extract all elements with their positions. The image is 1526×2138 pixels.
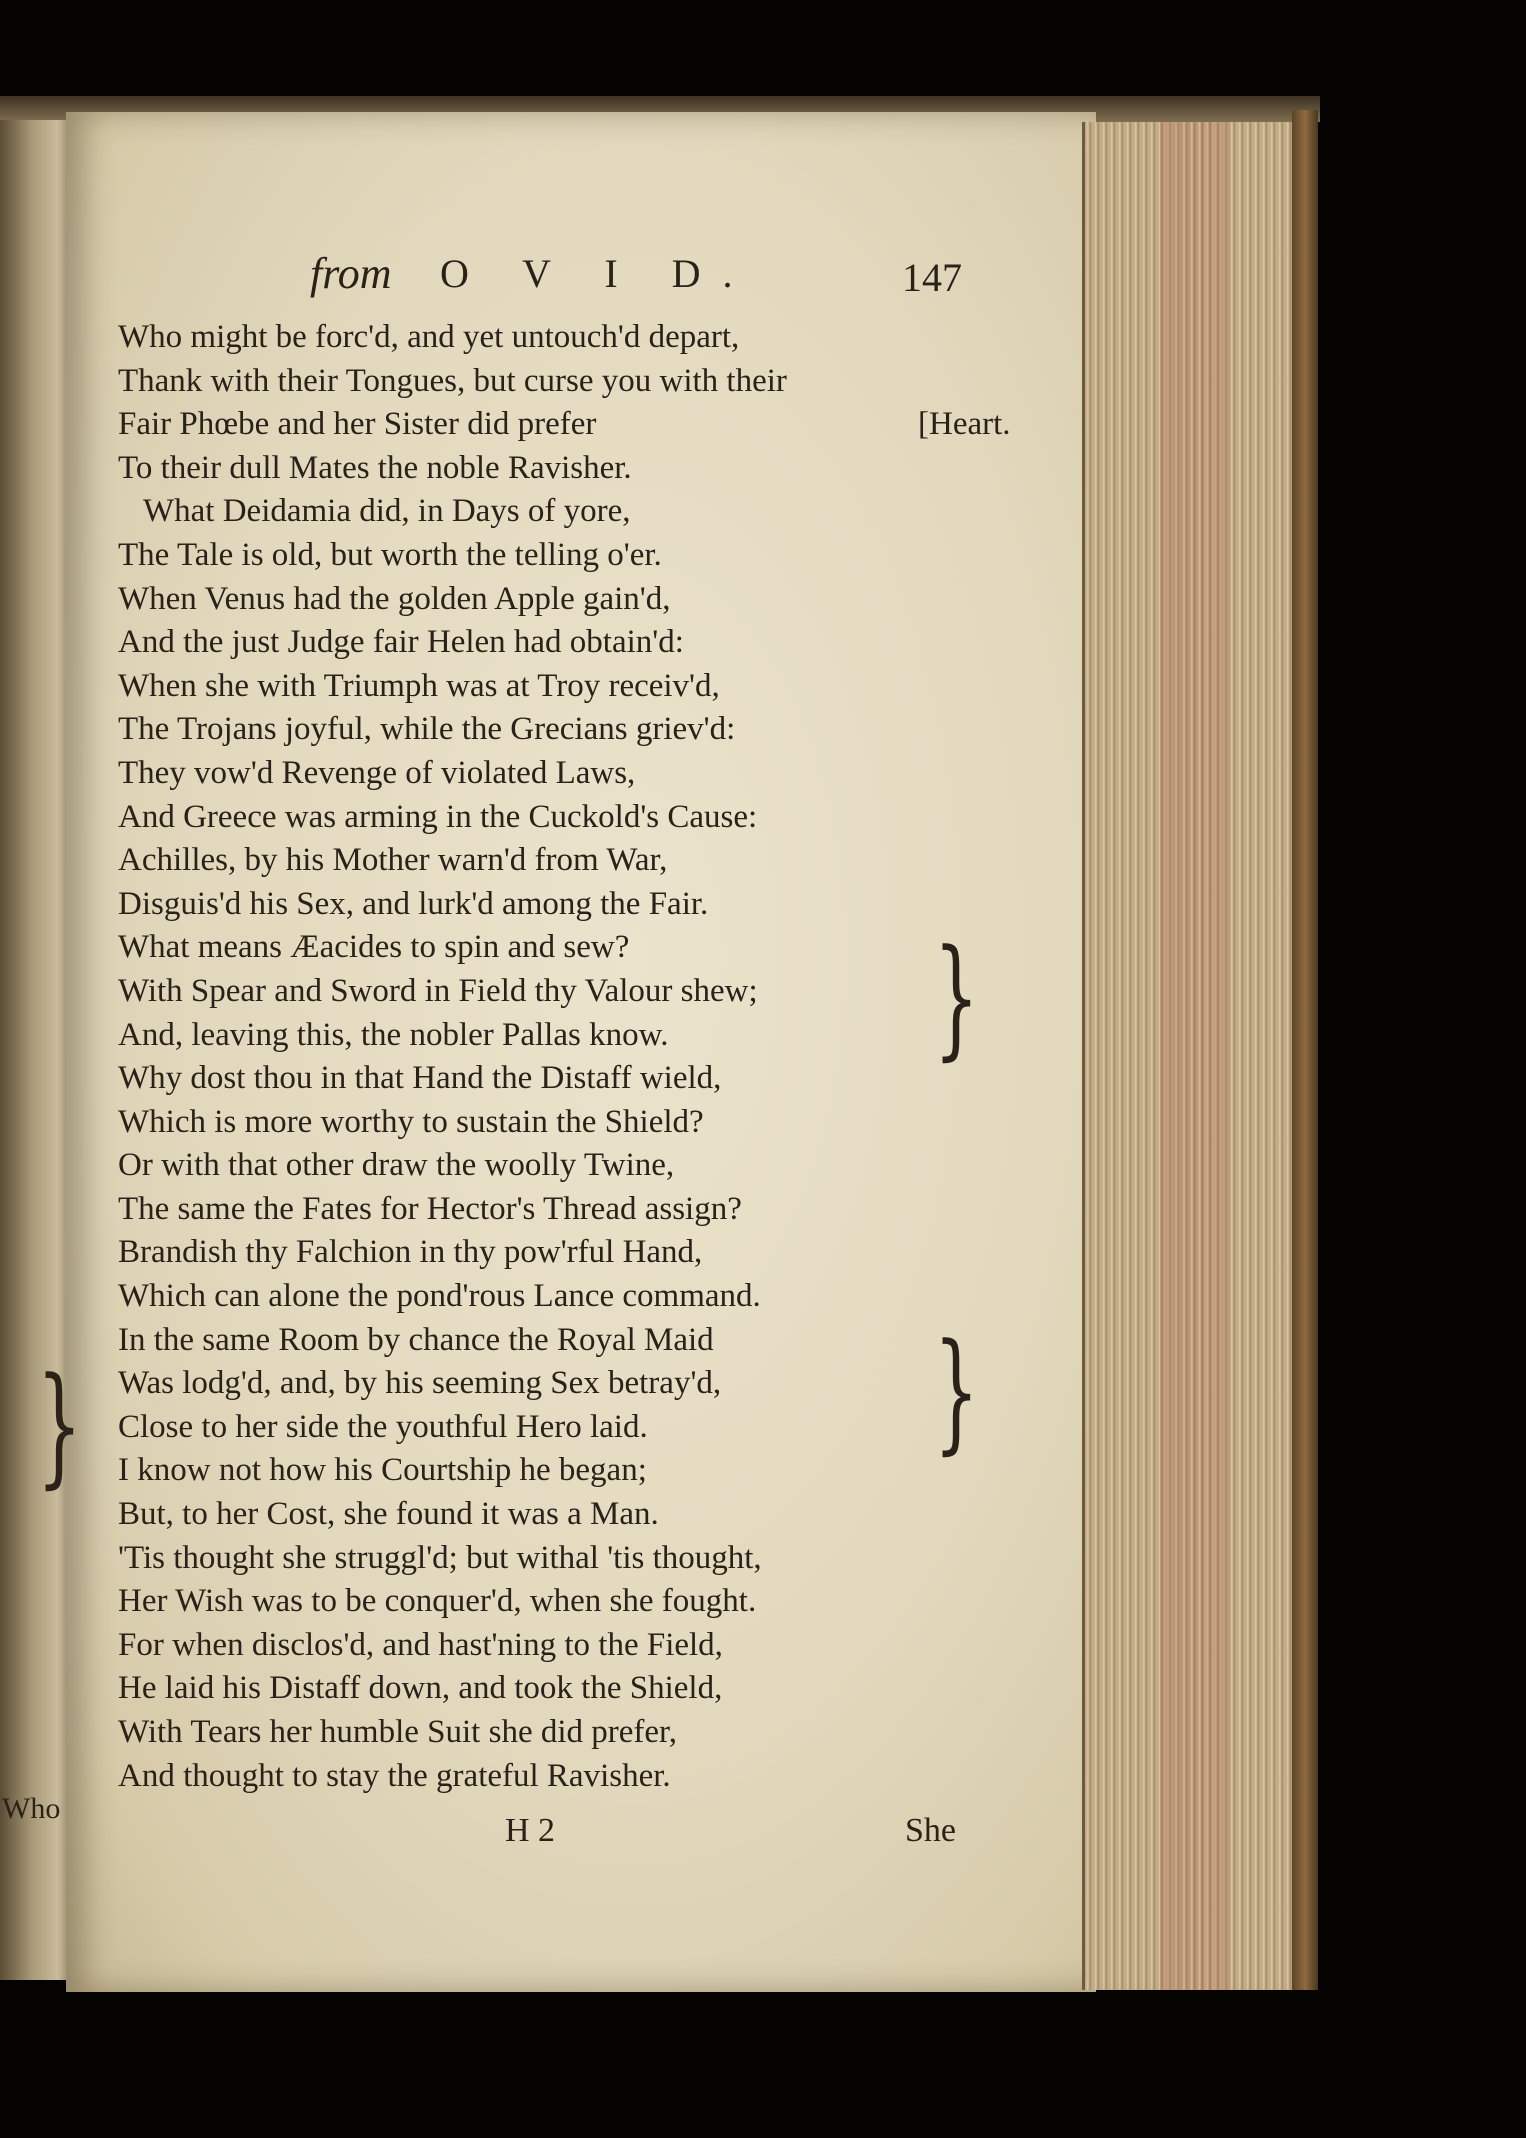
poem-line [118, 1449, 978, 1493]
page-fore-edge-sprinkle [1160, 122, 1230, 1990]
signature-mark: H 2 [505, 1812, 556, 1849]
poem-line-text: I know not how his Courtship he began; [118, 1452, 647, 1489]
poem-line-text: The Trojans joyful, while the Grecians griev'd: [118, 711, 736, 748]
poem-line-text: Why dost thou in that Hand the Distaff wield, [118, 1060, 722, 1097]
poem-line-text: When Venus had the golden Apple gain'd, [118, 580, 671, 617]
poem-line [118, 1406, 978, 1450]
poem-line [118, 1580, 978, 1624]
poem-line [118, 534, 978, 578]
poem-line [118, 490, 978, 534]
poem-line [118, 1101, 978, 1145]
poem-line [118, 1667, 978, 1711]
left-page-edge [0, 120, 72, 1980]
poem-line [118, 1057, 978, 1101]
poem-line [118, 970, 978, 1014]
running-head [310, 248, 1030, 308]
poem-line-text: Fair Phœbe and her Sister did prefer [118, 406, 597, 443]
triplet-brace: } [933, 1315, 980, 1467]
poem-line [118, 447, 978, 491]
poem-line-text: Brandish thy Falchion in thy pow'rful Hand, [118, 1234, 703, 1271]
poem-line-text: But, to her Cost, she found it was a Man. [118, 1496, 659, 1533]
poem-line-text: With Tears her humble Suit she did prefer, [118, 1714, 677, 1750]
poem-line [118, 883, 978, 927]
poem-line-text: To their dull Mates the noble Ravisher. [118, 449, 632, 486]
poem-line [118, 1275, 978, 1319]
catchword: She [905, 1812, 956, 1849]
poem-line-text: Who might be forc'd, and yet untouch'd depart, [118, 319, 740, 355]
poem-line-text: And thought to stay the grateful Ravisher. [118, 1757, 671, 1794]
poem-line-text: In the same Room by chance the Royal Maid [118, 1321, 714, 1358]
poem-line [118, 926, 978, 970]
running-head-title: O V I D. [440, 251, 755, 296]
poem-text [118, 316, 1011, 1798]
poem-line-text: What means Æacides to spin and sew? [118, 929, 630, 966]
poem-line [118, 665, 978, 709]
poem-line-text: And the just Judge fair Helen had obtain'd: [118, 624, 684, 661]
poem-line [118, 1493, 978, 1537]
poem-line-text: Her Wish was to be conquer'd, when she fought. [118, 1583, 757, 1620]
poem-line [118, 1231, 978, 1275]
turnover-word: [Heart. [918, 406, 1011, 443]
poem-line-text: And Greece was arming in the Cuckold's Cause: [118, 798, 758, 835]
poem-line-text: Achilles, by his Mother warn'd from War, [118, 842, 668, 879]
poem-line-text: Which is more worthy to sustain the Shield? [118, 1103, 704, 1140]
running-head-from: from [310, 249, 392, 298]
poem-line [118, 360, 978, 404]
poem-line-text: The Tale is old, but worth the telling o'er. [118, 536, 662, 573]
poem-line [118, 1319, 978, 1363]
poem-line [118, 752, 978, 796]
poem-line-text: Or with that other draw the woolly Twine, [118, 1147, 675, 1184]
poem-line-text: When she with Triumph was at Troy receiv'd, [118, 667, 720, 704]
poem-line-text: With Spear and Sword in Field thy Valour shew; [118, 972, 758, 1009]
poem-line-text: Was lodg'd, and, by his seeming Sex betray'd, [118, 1365, 722, 1402]
left-page-brace: } [36, 1349, 83, 1501]
poem-line [118, 621, 978, 665]
poem-line [118, 839, 978, 883]
poem-line [118, 1014, 978, 1058]
poem-line-text: He laid his Distaff down, and took the Shield, [118, 1670, 723, 1707]
book-cover-edge [1292, 110, 1318, 1990]
poem-line-text: Disguis'd his Sex, and lurk'd among the Fair. [118, 885, 709, 922]
poem-line-text: And, leaving this, the nobler Pallas know. [118, 1016, 669, 1053]
poem-line [118, 796, 978, 840]
poem-line-text: Close to her side the youthful Hero laid. [118, 1408, 648, 1445]
poem-line [118, 1362, 978, 1406]
poem-line [118, 1144, 978, 1188]
poem-line [118, 1537, 978, 1581]
poem-line [118, 1624, 978, 1668]
poem-line [118, 1755, 978, 1799]
poem-line [118, 316, 978, 360]
poem-line [118, 578, 978, 622]
triplet-brace: } [933, 921, 980, 1073]
left-page-catchword: Who [2, 1792, 61, 1825]
poem-line-text: The same the Fates for Hector's Thread assign? [118, 1190, 742, 1227]
poem-line [118, 1711, 978, 1755]
poem-line-text: Thank with their Tongues, but curse you with their [118, 362, 787, 399]
poem-line [118, 403, 1011, 447]
poem-line-text: 'Tis thought she struggl'd; but withal 'tis thought, [118, 1539, 762, 1576]
poem-line-text: What Deidamia did, in Days of yore, [143, 493, 631, 530]
poem-line [118, 708, 978, 752]
poem-line-text: Which can alone the pond'rous Lance command. [118, 1278, 761, 1315]
poem-line-text: For when disclos'd, and hast'ning to the Field, [118, 1626, 723, 1663]
page-number: 147 [902, 255, 962, 300]
poem-line [118, 1188, 978, 1232]
poem-line-text: They vow'd Revenge of violated Laws, [118, 754, 636, 791]
